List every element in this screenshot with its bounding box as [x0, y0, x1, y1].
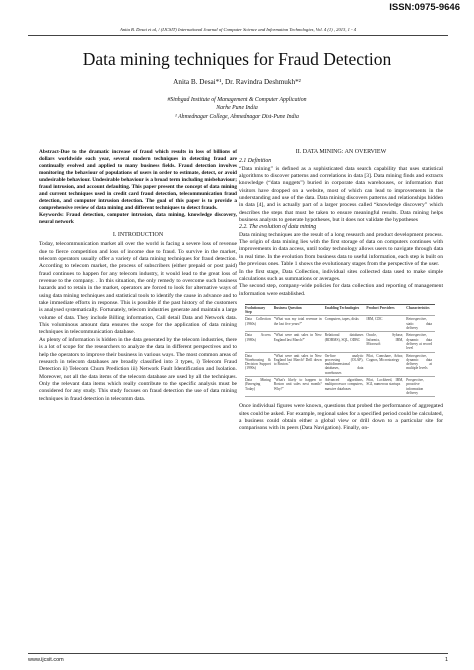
- table-cell: Data Access (1980s): [245, 333, 271, 342]
- table-cell: "What's likely to happen to Boston unit sales next month? Why?": [273, 378, 322, 391]
- footer-rule: [28, 653, 448, 654]
- table-cell: Advanced algorithms, multiprocessor computers, massive databases: [324, 378, 364, 391]
- issn-label: ISSN:0975-9646: [389, 2, 460, 13]
- left-column: [39, 149, 237, 403]
- evolution-paragraph-3: The second step, company-wide policies for data collection and reporting of management information were established.: [239, 283, 443, 297]
- table-row: [245, 316, 435, 332]
- table-cell: Evolutionary Step: [245, 305, 266, 315]
- definition-paragraph: “Data mining” is defined as a sophisticated data search capability that uses statistical algorithms to discover patterns and correlations in data [3]. Data mining finds and extracts knowledge (“data nuggets”) buried in corporate data warehouses, or information that visitors have dropped on a website, most of which can lead to improvements in the understanding and use of the data. Data mining discovers patterns and relationships hidden in data [4], and is actually part of a larger process called “knowledge discovery” which describes the steps that must be taken to ensure meaningful results. Data mining helps business analysts to generate hypotheses, but it does not validate the hypotheses: [239, 165, 443, 224]
- section-heading-introduction: I. INTRODUCTION: [112, 232, 164, 238]
- intro-paragraph-1: Today, telecommunication market all over the world is facing a severe loss of revenue due to fierce competition and loss of income due to fraud. To survive in the market, telecom operators usually offer a variety of data mining techniques for fraud detection. According to telecom market, the process of subscribers (either prepaid or post paid) fraud continues to happen for any telecom industry, it would lead to the great loss of revenue to the company. . In this situation, the only remedy to overcome such business hazards and to retain in the market, operators are forced to look for alternative ways of using data mining techniques and statistical tools to identify the cause in advance and to take immediate efforts in response. This is possible if the past history of the customers is analysed systematically. Fortunately, telecom industries generate and maintain a large volume of data. They include Billing information, Call detail Data and Network data. This voluminous amount data ensures the scope for the application of data mining techniques in telecommunication database.: [39, 241, 237, 336]
- footer-url: www.ijcsit.com: [28, 657, 64, 663]
- evolution-table: [245, 304, 435, 397]
- table-cell: Computers, tapes, disks: [324, 317, 359, 322]
- table-cell: On-line analytic processing (OLAP), multidimensional databases, data warehouses: [324, 353, 364, 375]
- subsection-heading-evolution: 2.2. The evolution of data mining: [239, 224, 317, 231]
- table-cell: Data Warehousing & Decision Support (1990s): [245, 353, 271, 371]
- table-cell: Retrospective, dynamic data delivery at multiple levels: [406, 353, 433, 371]
- table-cell: "What was my total revenue in the last five years?": [273, 317, 322, 326]
- table-cell: Relational databases (RDBMS), SQL, ODBC: [324, 333, 364, 342]
- table-cell: Prospective, proactive information delivery: [406, 378, 424, 395]
- paper-title: Data mining techniques for Fraud Detection: [82, 49, 392, 69]
- subsection-heading-definition: 2.1 Definition: [239, 158, 272, 165]
- after-table-paragraph: Once individual figures were known, questions that probed the performance of aggregated sites could be asked. For example, regional sales for a specified period could be calculated, a business could obtain either a global view or drill down to a particular site for comparisons with its peers (Data Navigation). Finally, on-: [239, 403, 443, 432]
- table-cell: Data Mining (Emerging Today): [245, 378, 271, 391]
- table-row: [245, 332, 435, 352]
- affiliation-3: ¹ Ahmednagar College, Ahmednagar Dist-Pune India: [175, 114, 299, 120]
- page-number: 1: [444, 657, 448, 663]
- intro-paragraph-2: As plenty of information is hidden in the data generated by the telecom industries, there is a lot of scope for the researchers to analyze the data in different perspectives and to help the operators to improve their business in various ways. The most common areas of research in telecom databases are broadly classified into 3 types, i) Telecom Fraud Detection ii) Telecom Churn Prediction iii) Network Fault Identification and Isolation. Moreover, not all the data items of the telecom database are used by all the techniques. Only the relevant data items which really contribute to the specific analysis must be considered for any study. This study focuses on fraud detection the use of data mining techniques in fraud detection in telecomm data.: [39, 336, 237, 402]
- affiliation-1: #Sinhgad Institute of Management & Computer Application: [167, 97, 307, 103]
- keywords: Keywords: Fraud detection, computer intrusion, data mining, knowledge discovery, neural network: [39, 212, 237, 225]
- table-cell: Oracle, Sybase, Informix, IBM, Microsoft: [366, 333, 404, 346]
- table-cell: Product Providers: [366, 305, 395, 310]
- table-cell: "What were unit sales in New England last March? Drill down to Boston.": [273, 353, 322, 367]
- table-cell: Retrospective, dynamic data delivery at record level: [406, 333, 433, 351]
- table-cell: "What were unit sales in New England last March?": [273, 333, 322, 342]
- running-head: Anita B. Desai et al, / (IJCSIT) International Journal of Computer Science and Information Technologies, Vol. 4 (1) , 2013, 1 - 4: [119, 27, 357, 32]
- table-header-row: [245, 305, 435, 317]
- paper-authors: Anita B. Desai*¹, Dr. Ravindra Deshmukh*²: [173, 78, 301, 86]
- table-cell: IBM, CDC: [366, 317, 383, 322]
- affiliation-2: Narhe Pune India: [216, 105, 258, 111]
- header-bar: [0, 0, 474, 18]
- evolution-paragraph-1: Data mining techniques are the result of a long research and product development process. The origin of data mining lies with the first storage of data on computers continues with improvements in data access, until today technology allows users to navigate through data in real time. In the evolution from business data to useful information, each step is built on the previous ones. Table 1 shows the evolutionary stages from the perspective of the user.: [239, 231, 443, 268]
- table-row: [245, 353, 435, 377]
- table-row: [245, 377, 435, 397]
- evolution-paragraph-2: In the first stage, Data Collection, individual sites collected data used to make simple calculations such as summations or averages.: [239, 268, 443, 282]
- table-cell: Characteristics: [406, 305, 430, 310]
- header-rule: [28, 35, 448, 36]
- table-cell: Pilot, Comshare, Arbor, Cognos, Microstrategy: [366, 353, 404, 362]
- table-cell: Data Collection (1960s): [245, 317, 271, 326]
- table-cell: Pilot, Lockheed, IBM, SGI, numerous startups: [366, 378, 404, 387]
- section-heading-data-mining: II. DATA MINING: AN OVERVIEW: [295, 149, 387, 155]
- table-cell: Enabling Technologies: [324, 305, 360, 310]
- table-cell: Retrospective, static data delivery: [406, 317, 433, 331]
- right-column: [239, 149, 443, 433]
- abstract: Abstract-Due to the dramatic increase of fraud which results in loss of billions of dollars worldwide each year, several modern techniques in detecting fraud are continually evolved and applied to many business fields. Fraud detection involves monitoring the behaviour of populations of users in order to estimate, detect, or avoid undesirable behaviour. Undesirable behaviour is a broad term including misbehaviour; fraud intrusion, and account defaulting. This paper present the concept of data mining and current techniques used in credit card fraud detection, telecommunication fraud detection, and computer intrusion detection. The goal of this paper is to provide a comprehensive review of data mining and different techniques to detect frauds.: [39, 149, 237, 211]
- table-cell: Business Question: [273, 305, 302, 310]
